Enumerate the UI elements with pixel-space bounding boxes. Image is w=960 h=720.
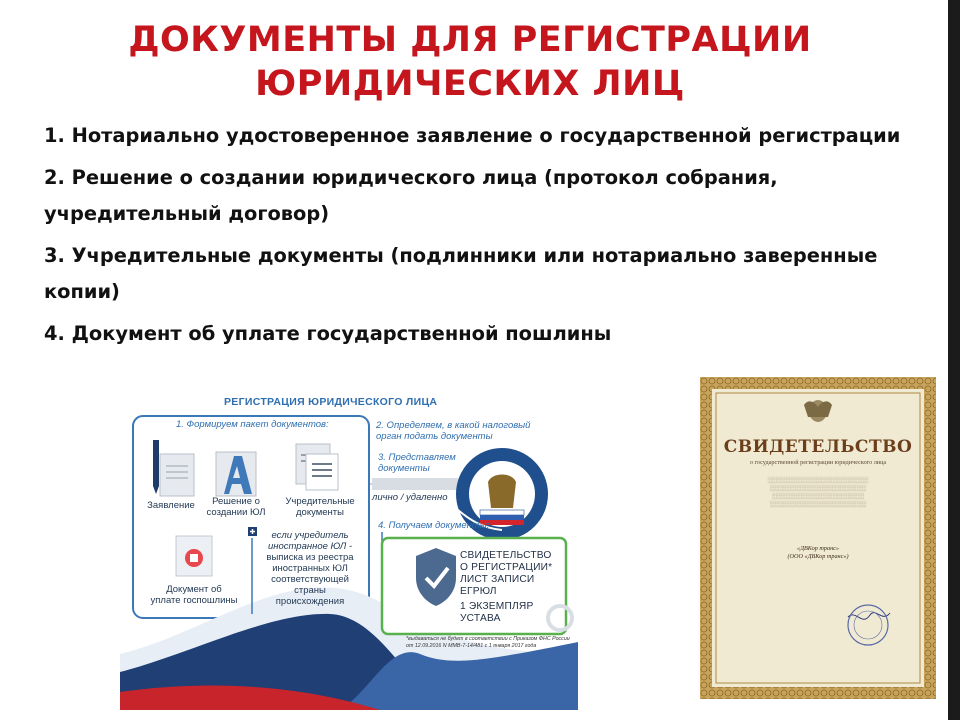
title-line-1: ДОКУМЕНТЫ ДЛЯ РЕГИСТРАЦИИ [128, 20, 812, 60]
right-edge-bar [948, 0, 960, 720]
payment-document-icon [176, 536, 212, 576]
registration-certificate-image [700, 377, 936, 699]
list-item: 3. Учредительные документы (подлинники или нотариально заверенные копии) [44, 244, 878, 303]
list-item: 2. Решение о создании юридического лица (протокол собрания, учредительный договор) [44, 166, 778, 225]
list-item: 1. Нотариально удостоверенное заявление о государственной регистрации [44, 124, 901, 147]
registration-infographic [120, 392, 578, 710]
slide-title [60, 18, 880, 106]
list-item: 4. Документ об уплате государственной пошлины [44, 322, 612, 345]
footnote: *выдаваться не будет в соответствии с Приказом ФНС России от 12.09.2016 N ММВ-7-14/481 с 1 января 2017 года [406, 636, 570, 649]
title-line-2: ЮРИДИЧЕСКИХ ЛИЦ [255, 64, 685, 104]
step-2-label: 2. Определяем, в какой налоговый орган подать документы [376, 420, 531, 442]
statement-icon [153, 440, 194, 496]
step-4-label: 4. Получаем документы: [378, 520, 490, 531]
step-1-label: 1. Формируем пакет документов: [176, 419, 329, 430]
result-documents: СВИДЕТЕЛЬСТВО О РЕГИСТРАЦИИ* ЛИСТ ЗАПИСИ ЕГРЮЛ 1 ЭКЗЕМПЛЯР УСТАВА [460, 550, 553, 624]
payment-label: Документ об уплате госпошлины [150, 584, 238, 606]
delivery-label: лично / удаленно [372, 492, 448, 503]
certificate-text-block: ░░░░░░░░░░░░░░░░░░░░░░░ ░░░░░░░░░░░░░░░░░░░░░░ ░░░░░░░░░░░░░░░░░░░░░ ░░░░░░░░░░░░░░░░░░░░░░ [767, 477, 869, 508]
statement-label: Заявление [147, 500, 195, 511]
decision-icon [216, 452, 256, 496]
certificate-title: СВИДЕТЕЛЬСТВО [723, 437, 913, 457]
certificate-frame [700, 377, 936, 699]
foreign-founder-note: если учредитель иностранное ЮЛ - выписка из реестра иностранных ЮЛ соответствующей страны происхождения [266, 530, 354, 607]
document-list [44, 118, 924, 358]
founding-documents-icon [296, 444, 338, 490]
founding-label: Учредительные документы [285, 496, 355, 518]
certificate-subtitle: о государственной регистрации юридического лица [749, 459, 887, 466]
step-3-label: 3. Представляем документы [378, 452, 456, 474]
decision-label: Решение о создании ЮЛ [206, 496, 266, 518]
arrow-icon [372, 478, 468, 490]
infographic-header: РЕГИСТРАЦИЯ ЮРИДИЧЕСКОГО ЛИЦА [224, 396, 438, 408]
certificate-company: «ДВКор транс» (ООО «ДВКор транс») [787, 545, 849, 560]
